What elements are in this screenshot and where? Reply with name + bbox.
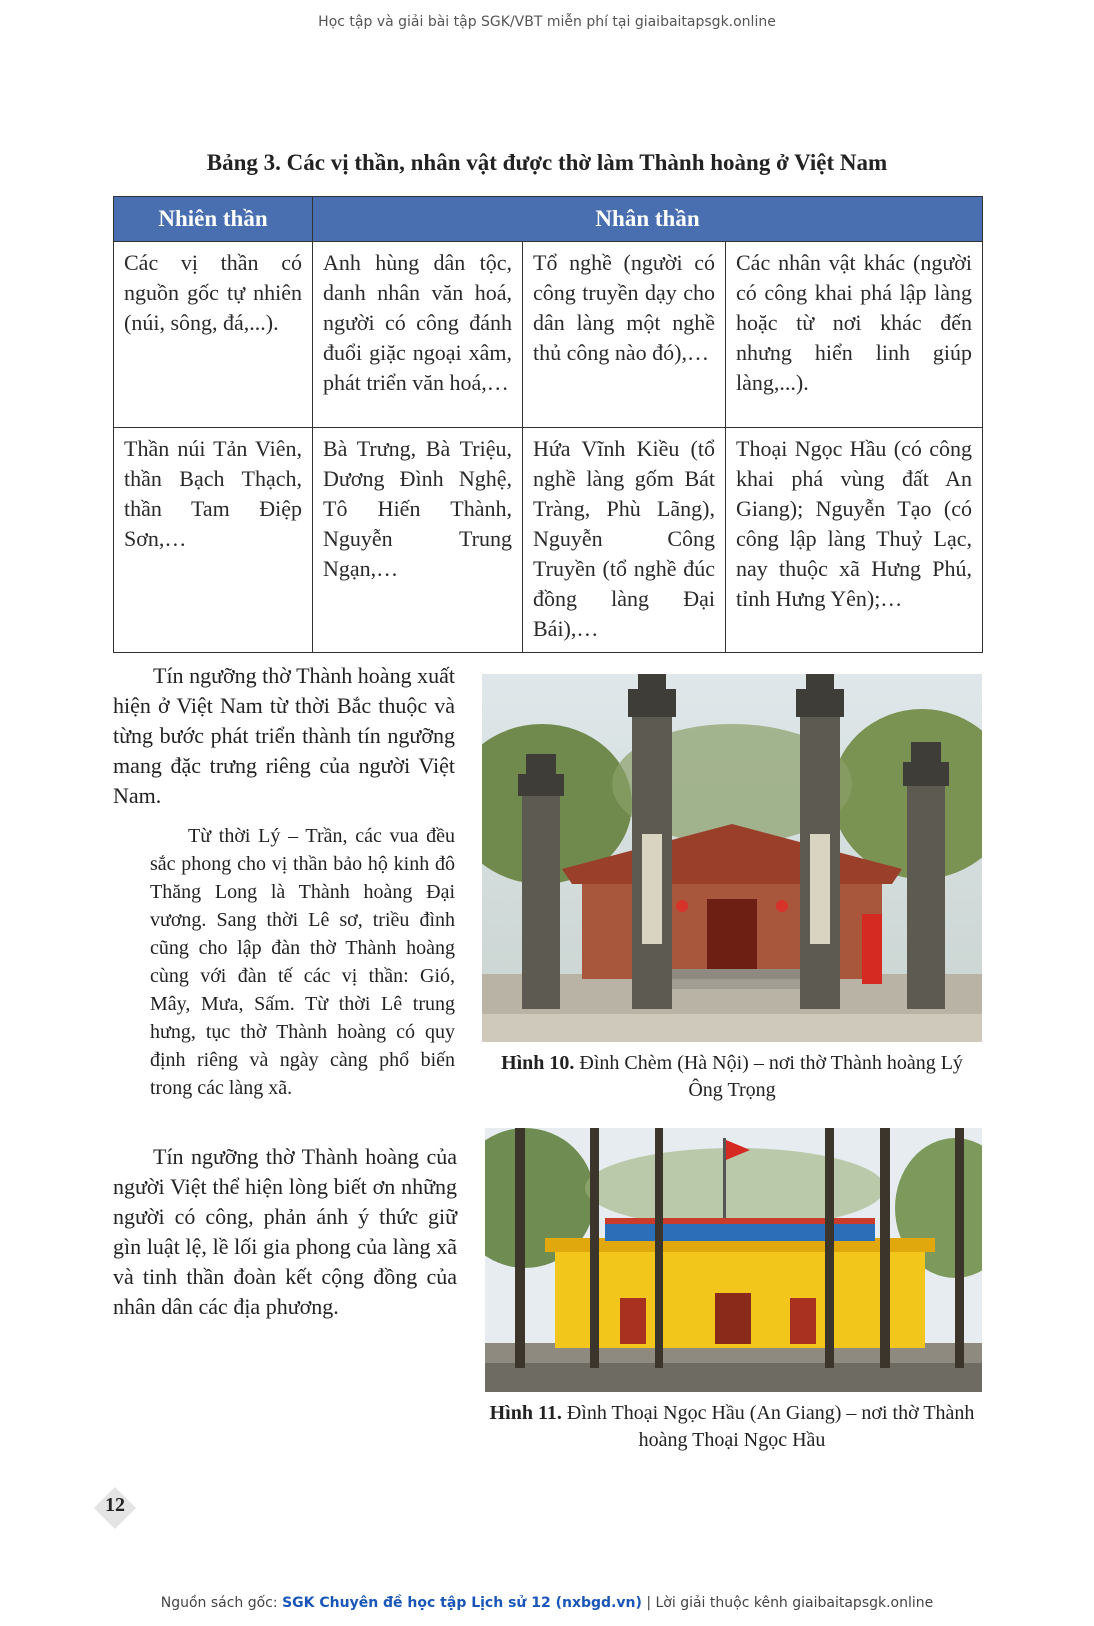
figure-11-text: Đình Thoại Ngọc Hầu (An Giang) – nơi thờ Thành hoàng Thoại Ngọc Hầu bbox=[566, 1402, 975, 1451]
history-quote-paragraph: Từ thời Lý – Trần, các vua đều sắc phong cho vị thần bảo hộ kinh đô Thăng Long là Thành hoàng Đại vương. Sang thời Lê sơ, triều đình cũng cho lập đàn thờ Thành hoàng cùng với đàn tế các vị thần: Gió, Mây, Mưa, Sấm. Từ thời Lê trung hưng, tục thờ Thành hoàng có quy định riêng và ngày càng phổ biến trong các làng xã. bbox=[150, 825, 455, 1099]
table-cell: Anh hùng dân tộc, danh nhân văn hoá, người có công đánh đuổi giặc ngoại xâm, phát triển văn hoá,… bbox=[313, 242, 523, 428]
figure-10-label: Hình 10. bbox=[501, 1052, 575, 1074]
table-row bbox=[114, 242, 983, 428]
table-row bbox=[114, 428, 983, 653]
table-cell: Thoại Ngọc Hầu (có công khai phá vùng đất An Giang); Nguyễn Tạo (có công lập làng Thuỷ Lạc, nay thuộc xã Hưng Phú, tỉnh Hưng Yên);… bbox=[726, 428, 983, 653]
header-human-gods: Nhân thần bbox=[313, 197, 983, 242]
footer-suffix: | Lời giải thuộc kênh giaibaitapsgk.online bbox=[641, 1595, 934, 1611]
table-caption: Bảng 3. Các vị thần, nhân vật được thờ làm Thành hoàng ở Việt Nam bbox=[206, 150, 888, 175]
table-cell: Hứa Vĩnh Kiều (tổ nghề làng gốm Bát Tràng, Phù Lãng), Nguyễn Công Truyền (tổ nghề đúc đồng làng Đại Bái),… bbox=[523, 428, 726, 653]
figure-11-caption bbox=[482, 1400, 982, 1454]
table-cell: Các nhân vật khác (người có công khai phá lập làng hoặc từ nơi khác đến nhưng hiển linh giúp làng,...). bbox=[726, 242, 983, 428]
header-note: Học tập và giải bài tập SGK/VBT miễn phí tại giaibaitapsgk.online bbox=[318, 14, 776, 30]
table-cell: Bà Trưng, Bà Triệu, Dương Đình Nghệ, Tô Hiến Thành, Nguyễn Trung Ngạn,… bbox=[313, 428, 523, 653]
footer-note bbox=[0, 1595, 1094, 1611]
footer-prefix: Nguồn sách gốc: bbox=[160, 1595, 283, 1611]
deities-table bbox=[113, 196, 983, 653]
table-header-row bbox=[114, 197, 983, 242]
figure-11-label: Hình 11. bbox=[489, 1402, 562, 1424]
table-cell: Thần núi Tản Viên, thần Bạch Thạch, thần Tam Điệp Sơn,… bbox=[114, 428, 313, 653]
table-cell: Tổ nghề (người có công truyền dạy cho dân làng một nghề thủ công nào đó),… bbox=[523, 242, 726, 428]
figure-10-text: Đình Chèm (Hà Nội) – nơi thờ Thành hoàng Lý Ông Trọng bbox=[579, 1052, 963, 1101]
footer-source-link[interactable]: SGK Chuyên đề học tập Lịch sử 12 (nxbgd.vn) bbox=[282, 1595, 642, 1611]
closing-paragraph: Tín ngưỡng thờ Thành hoàng của người Việt thể hiện lòng biết ơn những người có công, phản ánh ý thức giữ gìn luật lệ, lề lối gia phong của làng xã và tinh thần đoàn kết cộng đồng của nhân dân các địa phương. bbox=[113, 1144, 457, 1319]
figure-10-caption bbox=[482, 1050, 982, 1104]
page-number: 12 bbox=[105, 1494, 125, 1516]
table-cell: Các vị thần có nguồn gốc tự nhiên (núi, sông, đá,...). bbox=[114, 242, 313, 428]
header-nature-gods: Nhiên thần bbox=[114, 197, 313, 242]
dinh-thoai-ngoc-hau-photo bbox=[485, 1128, 982, 1392]
intro-paragraph: Tín ngưỡng thờ Thành hoàng xuất hiện ở Việt Nam từ thời Bắc thuộc và từng bước phát triển thành tín ngưỡng mang đặc trưng riêng của người Việt Nam. bbox=[113, 663, 455, 808]
dinh-chem-photo bbox=[482, 674, 982, 1042]
